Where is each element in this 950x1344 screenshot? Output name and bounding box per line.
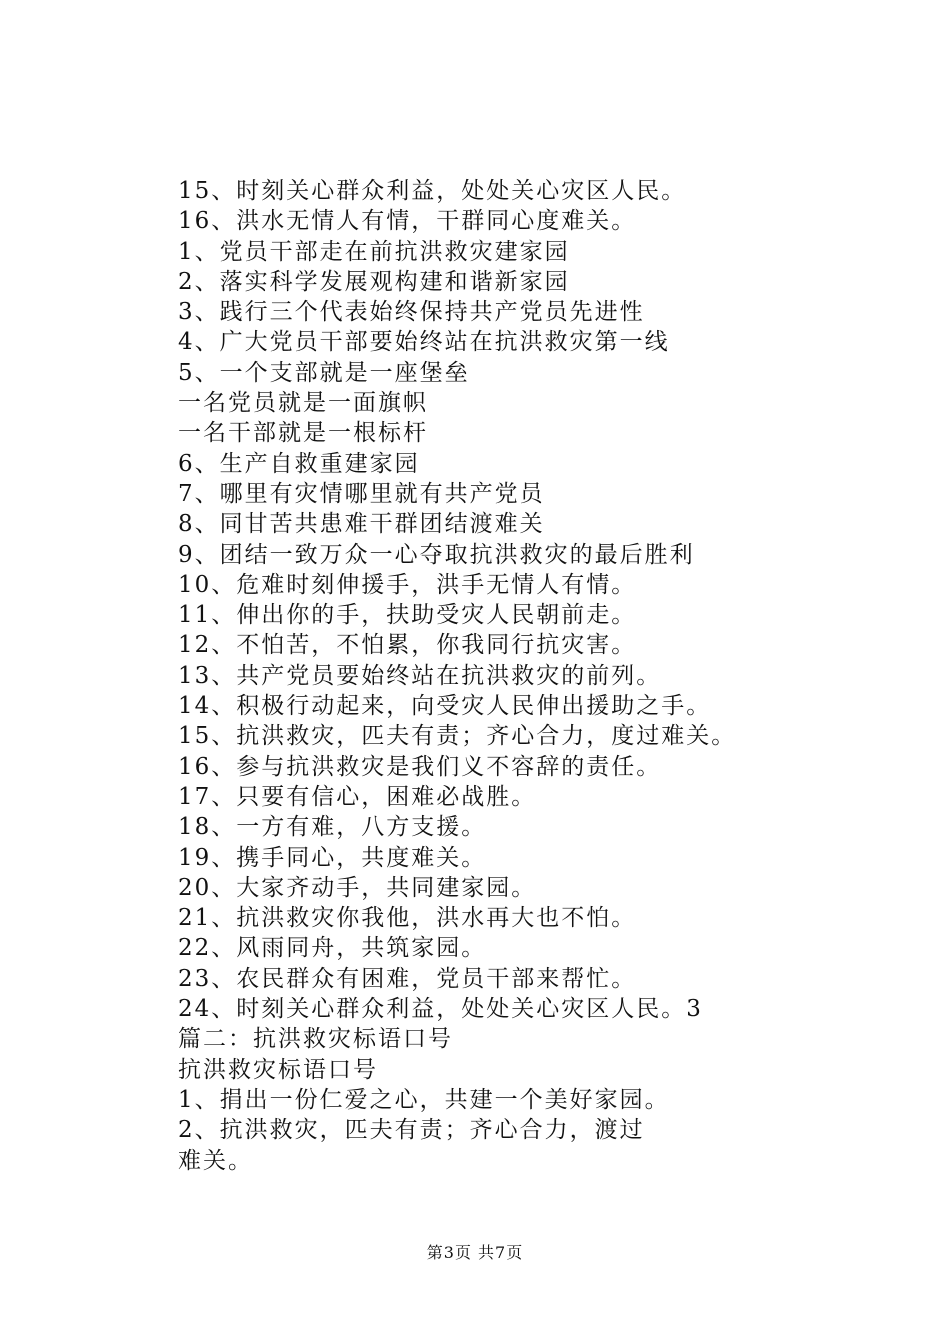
text-line: 难关。: [178, 1147, 253, 1174]
text-line: 20、大家齐动手，共同建家园。: [178, 874, 537, 901]
text-line: 17、只要有信心，困难必战胜。: [178, 783, 537, 810]
text-line: 23、农民群众有困难，党员干部来帮忙。: [178, 965, 637, 992]
text-line: 6、生产自救重建家园: [178, 450, 420, 477]
text-line: 11、伸出你的手，扶助受灾人民朝前走。: [178, 602, 637, 629]
text-line: 18、一方有难，八方支援。: [178, 814, 487, 841]
text-line: 1、党员干部走在前抗洪救灾建家园: [178, 238, 570, 265]
text-line: 9、团结一致万众一心夺取抗洪救灾的最后胜利: [178, 541, 695, 568]
text-line: 10、危难时刻伸援手，洪手无情人有情。: [178, 571, 637, 598]
document-body: [178, 176, 918, 1176]
text-line: 8、同甘苦共患难干群团结渡难关: [178, 511, 545, 538]
text-line: 16、洪水无情人有情，干群同心度难关。: [178, 208, 637, 235]
section-title: 抗洪救灾标语口号: [178, 1056, 378, 1083]
text-line: 13、共产党员要始终站在抗洪救灾的前列。: [178, 662, 662, 689]
text-line: 22、风雨同舟，共筑家园。: [178, 935, 487, 962]
text-line: 19、携手同心，共度难关。: [178, 844, 487, 871]
text-line: 16、参与抗洪救灾是我们义不容辞的责任。: [178, 753, 662, 780]
text-line: 21、抗洪救灾你我他，洪水再大也不怕。: [178, 905, 637, 932]
text-line: 一名干部就是一根标杆: [178, 420, 428, 447]
text-line: 4、广大党员干部要始终站在抗洪救灾第一线: [178, 329, 670, 356]
section-heading: 篇二：抗洪救灾标语口号: [178, 1026, 453, 1053]
text-line: 一名党员就是一面旗帜: [178, 390, 428, 417]
text-line: 15、时刻关心群众利益，处处关心灾区人民。: [178, 178, 687, 204]
text-line: 7、哪里有灾情哪里就有共产党员: [178, 480, 545, 507]
text-line: 3、践行三个代表始终保持共产党员先进性: [178, 299, 645, 326]
text-line: 5、一个支部就是一座堡垒: [178, 359, 470, 386]
page-number-footer: 第3页 共7页: [426, 1243, 524, 1262]
text-line: 1、捐出一份仁爱之心，共建一个美好家园。: [178, 1086, 670, 1113]
text-line: 14、积极行动起来，向受灾人民伸出援助之手。: [178, 693, 712, 720]
text-line: 2、落实科学发展观构建和谐新家园: [178, 268, 570, 295]
text-line: 24、时刻关心群众利益，处处关心灾区人民。3: [178, 996, 703, 1023]
text-line: 15、抗洪救灾，匹夫有责；齐心合力，度过难关。: [178, 723, 737, 750]
text-line: 12、不怕苦，不怕累，你我同行抗灾害。: [178, 632, 637, 659]
text-line: 2、抗洪救灾，匹夫有责；齐心合力，渡过: [178, 1117, 645, 1144]
